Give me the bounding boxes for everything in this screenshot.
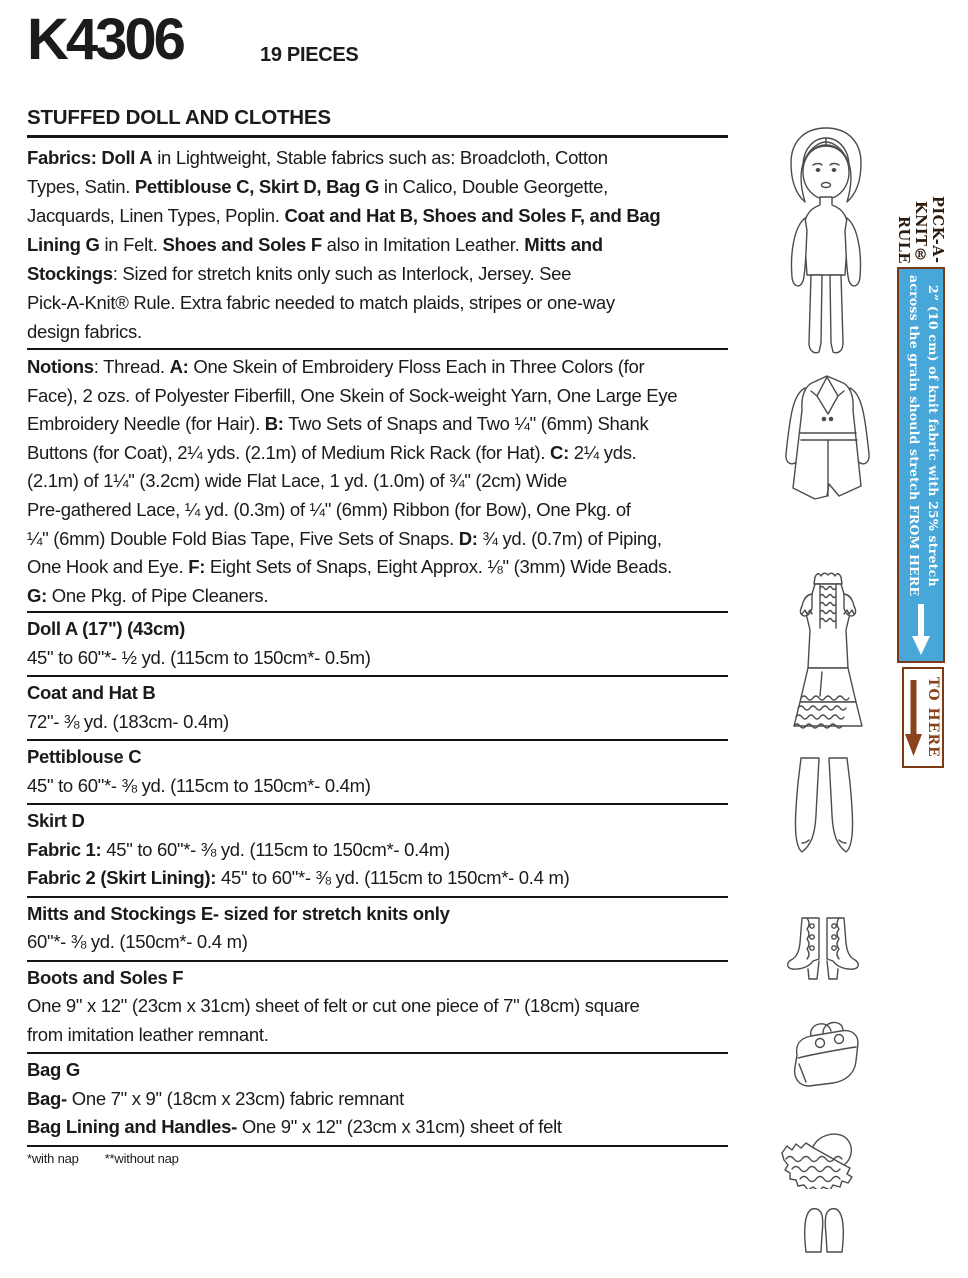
- text-line: 45" to 60"*- ½ yd. (115cm to 150cm*- 0.5m): [27, 646, 371, 668]
- notions-paragraph: [27, 353, 728, 610]
- text-line: One 9" x 12" (23cm x 31cm) sheet of felt or cut one piece of 7" (18cm) square: [27, 995, 640, 1016]
- divider: [27, 611, 728, 613]
- yardage-section: [27, 679, 728, 741]
- text-line: Buttons (for Coat), 2¼ yds. (2.1m) of Medium Rick Rack (for Hat). C: 2¼ yds.: [27, 441, 637, 463]
- text-line: Bag Lining and Handles- One 9" x 12" (23cm x 31cm) sheet of felt: [27, 1116, 562, 1137]
- text-line: One Hook and Eye. F: Eight Sets of Snaps, Eight Approx. ⅛" (3mm) Wide Beads.: [27, 556, 672, 578]
- to-here-label: TO HERE: [925, 677, 941, 758]
- yardage-section: [27, 807, 728, 898]
- knit-stretch-gauge: [897, 267, 945, 663]
- without-nap-note: **without nap: [104, 1151, 179, 1166]
- pattern-number: K4306: [27, 7, 183, 72]
- ruffled-hat-illustration: [776, 1125, 871, 1189]
- with-nap-note: *with nap: [27, 1151, 79, 1166]
- page-title: STUFFED DOLL AND CLOTHES: [27, 106, 331, 129]
- stockings-illustration: [790, 755, 858, 871]
- divider: [27, 960, 728, 962]
- yardage-section: [27, 1056, 728, 1147]
- text-line: G: One Pkg. of Pipe Cleaners.: [27, 584, 269, 606]
- divider: [27, 348, 728, 350]
- divider: [27, 1145, 728, 1147]
- text-line: from imitation leather remnant.: [27, 1023, 269, 1045]
- stuffed-doll-illustration: [776, 125, 876, 360]
- text-line: Notions: Thread. A: One Skein of Embroidery Floss Each in Three Colors (for: [27, 356, 645, 377]
- text-line: Stockings: Sized for stretch knits only such as Interlock, Jersey. See: [27, 263, 572, 284]
- pieces-count: 19 PIECES: [260, 44, 359, 66]
- text-line: 45" to 60"*- ⅜ yd. (115cm to 150cm*- 0.4m): [27, 774, 371, 796]
- divider: [27, 803, 728, 805]
- text-line: Pre-gathered Lace, ¼ yd. (0.3m) of ¼" (6mm) Ribbon (for Bow), One Pkg. of: [27, 498, 631, 520]
- yardage-section-heading: Pettiblouse C: [27, 746, 142, 767]
- divider: [27, 896, 728, 898]
- text-line: design fabrics.: [27, 321, 142, 342]
- text-line: Embroidery Needle (for Hair). B: Two Sets of Snaps and Two ¼" (6mm) Shank: [27, 413, 649, 435]
- yardage-section-heading: Mitts and Stockings E- sized for stretch knits only: [27, 902, 450, 924]
- down-arrow-icon: [910, 604, 932, 656]
- text-line: 72"- ⅜ yd. (183cm- 0.4m): [27, 710, 229, 732]
- down-arrow-icon: [905, 678, 922, 758]
- ruffled-hat-drawing: [776, 1125, 871, 1189]
- hand-bag-illustration: [786, 1018, 862, 1092]
- yardage-section-heading: Bag G: [27, 1059, 80, 1080]
- pettiblouse-dress-drawing: [782, 568, 874, 740]
- coat-drawing: [780, 372, 875, 514]
- yardage-section: [27, 964, 728, 1055]
- text-line: ¼" (6mm) Double Fold Bias Tape, Five Sets of Snaps. D: ¾ yd. (0.7m) of Piping,: [27, 527, 662, 549]
- text-line: (2.1m) of 1¼" (3.2cm) wide Flat Lace, 1 yd. (1.0m) of ¾" (2cm) Wide: [27, 470, 567, 492]
- divider: [27, 675, 728, 677]
- yardage-section-heading: Skirt D: [27, 810, 85, 831]
- yardage-section: [27, 900, 728, 962]
- text-line: Jacquards, Linen Types, Poplin. Coat and Hat B, Shoes and Soles F, and Bag: [27, 205, 661, 226]
- pick-a-knit-rule-title: [895, 140, 946, 264]
- rule-line: RULE: [895, 216, 912, 264]
- coat-illustration: [780, 372, 875, 514]
- stockings-drawing: [790, 755, 858, 871]
- yardage-section-heading: Boots and Soles F: [27, 966, 184, 988]
- nap-footnote: [27, 1151, 205, 1166]
- text-line: Fabric 1: 45" to 60"*- ⅜ yd. (115cm to 150cm*- 0.4m): [27, 838, 450, 860]
- pick-a-knit-line: PICK-A-KNIT®: [912, 196, 946, 264]
- yardage-section: [27, 743, 728, 805]
- boots-illustration: [783, 915, 863, 983]
- text-line: Fabric 2 (Skirt Lining): 45" to 60"*- ⅜ yd. (115cm to 150cm*- 0.4 m): [27, 867, 570, 888]
- pettiblouse-dress-illustration: [782, 568, 874, 740]
- stretch-gauge-line1: 2” (10 cm) of knit fabric with 25% stretch: [926, 285, 941, 587]
- mitts-illustration: [800, 1206, 848, 1254]
- text-line: Bag- One 7" x 9" (18cm x 23cm) fabric remnant: [27, 1087, 404, 1109]
- hand-bag-drawing: [786, 1018, 862, 1092]
- divider: [27, 135, 728, 138]
- stretch-gauge-line2: across the grain should stretch FROM HERE: [907, 275, 922, 597]
- text-line: 60"*- ⅜ yd. (150cm*- 0.4 m): [27, 931, 248, 952]
- yardage-section-heading: Coat and Hat B: [27, 682, 156, 703]
- boots-drawing: [783, 915, 863, 983]
- yardage-section-heading: Doll A (17") (43cm): [27, 618, 185, 639]
- stretch-gauge-text: [899, 271, 943, 601]
- divider: [27, 739, 728, 741]
- to-here-marker: [902, 667, 944, 768]
- text-line: Types, Satin. Pettiblouse C, Skirt D, Bag G in Calico, Double Georgette,: [27, 176, 608, 197]
- yardage-section: [27, 615, 728, 677]
- text-line: Face), 2 ozs. of Polyester Fiberfill, One Skein of Sock-weight Yarn, One Large Eye: [27, 384, 678, 406]
- text-line: Pick-A-Knit® Rule. Extra fabric needed to match plaids, stripes or one-way: [27, 292, 615, 313]
- text-line: Lining G in Felt. Shoes and Soles F also in Imitation Leather. Mitts and: [27, 234, 603, 255]
- mitts-drawing: [800, 1206, 848, 1254]
- fabrics-paragraph: [27, 143, 728, 346]
- divider: [27, 1052, 728, 1054]
- stuffed-doll-drawing: [776, 125, 876, 360]
- text-line: Fabrics: Doll A in Lightweight, Stable fabrics such as: Broadcloth, Cotton: [27, 147, 608, 168]
- yardage-sections: [27, 615, 728, 1149]
